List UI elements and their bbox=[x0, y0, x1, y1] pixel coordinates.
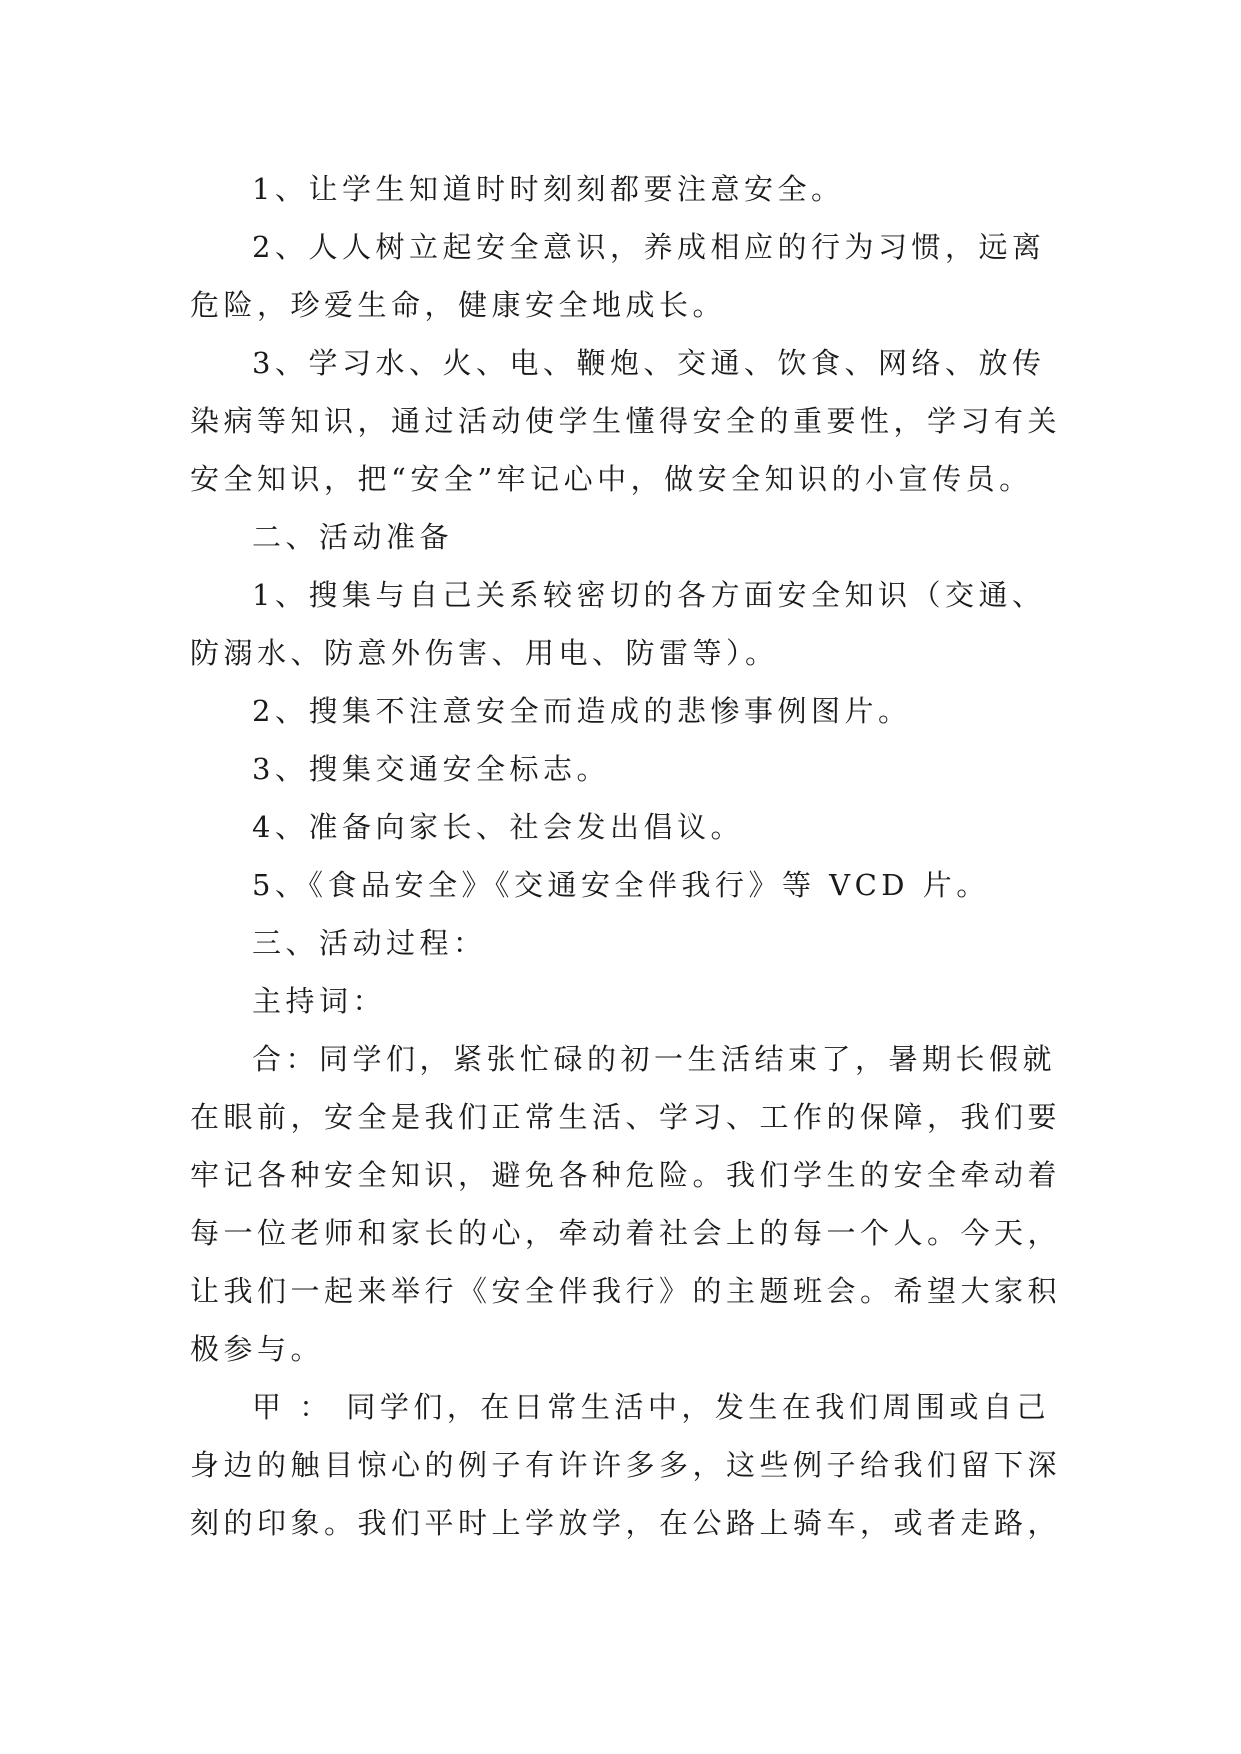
paragraph-prep-1: 1、搜集与自己关系较密切的各方面安全知识（交通、防溺水、防意外伤害、用电、防雷等）。 bbox=[190, 578, 1046, 670]
document-body bbox=[190, 160, 1070, 1552]
paragraph-prep-5: 5、《食品安全》《交通安全伴我行》等 VCD 片。 bbox=[252, 868, 990, 902]
paragraph-goal-3: 3、学习水、火、电、鞭炮、交通、饮食、网络、放传染病等知识，通过活动使学生懂得安全的重要性，学习有关安全知识，把“安全”牢记心中，做安全知识的小宣传员。 bbox=[190, 346, 1062, 496]
paragraph-host-a: 甲 ： 同学们，在日常生活中，发生在我们周围或自己身边的触目惊心的例子有许许多多，这些例子给我们留下深刻的印象。我们平时上学放学，在公路上骑车，或者走路， bbox=[190, 1390, 1062, 1540]
section-heading-preparation: 二、活动准备 bbox=[252, 520, 454, 554]
paragraph-prep-2: 2、搜集不注意安全而造成的悲惨事例图片。 bbox=[252, 694, 912, 728]
paragraph-goal-1: 1、让学生知道时时刻刻都要注意安全。 bbox=[252, 172, 845, 206]
paragraph-prep-4: 4、准备向家长、社会发出倡议。 bbox=[252, 810, 744, 844]
paragraph-host-together: 合：同学们，紧张忙碌的初一生活结束了，暑期长假就在眼前，安全是我们正常生活、学习、工作的保障，我们要牢记各种安全知识，避免各种危险。我们学生的安全牵动着每一位老师和家长的心，牵动着社会上的每一个人。今天，让我们一起来举行《安全伴我行》的主题班会。希望大家积极参与。 bbox=[190, 1042, 1062, 1366]
paragraph-prep-3: 3、搜集交通安全标志。 bbox=[252, 752, 610, 786]
paragraph-goal-2: 2、人人树立起安全意识，养成相应的行为习惯，远离危险，珍爱生命，健康安全地成长。 bbox=[190, 230, 1046, 322]
section-heading-process: 三、活动过程： bbox=[252, 926, 487, 960]
host-script-label: 主持词： bbox=[252, 984, 387, 1018]
